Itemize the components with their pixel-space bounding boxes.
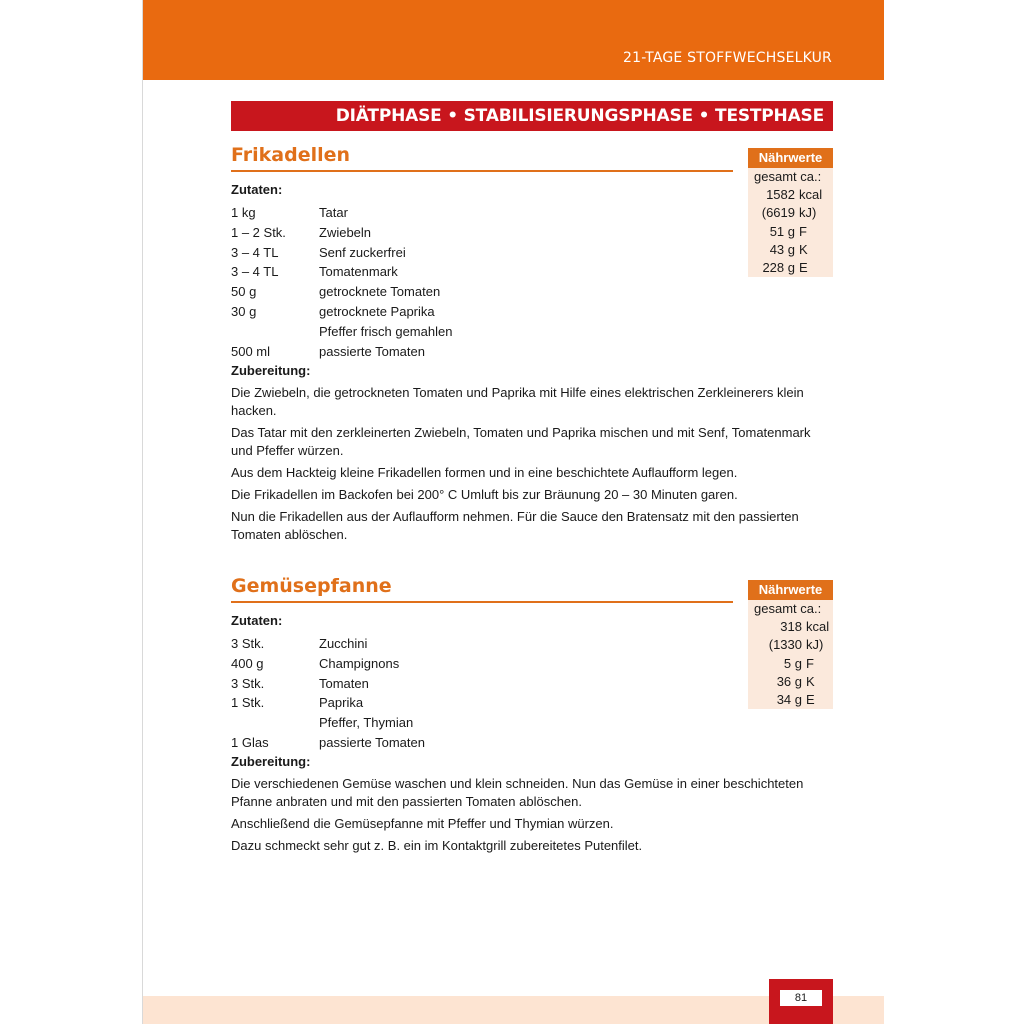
step-text: Das Tatar mit den zerkleinerten Zwiebeln, Tomaten und Paprika mischen und mit Senf, Tomatenmark und Pfeffer würzen. (231, 425, 811, 458)
nutrition-unit: E (799, 259, 808, 275)
running-header: 21-TAGE STOFFWECHSELKUR (623, 50, 832, 66)
ingredient-name: Senf zuckerfrei (319, 244, 406, 260)
nutrition-unit: K (806, 673, 815, 689)
recipe-title: Gemüsepfanne (231, 575, 392, 597)
nutrition-box (748, 580, 833, 709)
ingredient-name: Pfeffer frisch gemahlen (319, 323, 453, 339)
nutrition-value: (1330 (768, 637, 802, 653)
nutrition-value: (6619 (761, 205, 795, 221)
nutrition-value: 228 g (762, 259, 795, 275)
recipe-gemuesepfanne (231, 575, 833, 865)
ingredient-qty: 1 Stk. (231, 695, 265, 711)
ingredient-name: Paprika (319, 695, 364, 711)
preparation-steps (231, 775, 833, 859)
nutrition-unit: kJ) (799, 205, 817, 221)
ingredients-label: Zutaten: (231, 613, 283, 628)
ingredient-name: passierte Tomaten (319, 343, 425, 359)
nutrition-line (748, 691, 833, 709)
step-text: Dazu schmeckt sehr gut z. B. ein im Kontaktgrill zubereitetes Putenfilet. (231, 838, 643, 853)
ingredient-name: Zucchini (319, 636, 368, 651)
step-text: Aus dem Hackteig kleine Frikadellen formen und in eine beschichtete Auflaufform legen. (231, 465, 738, 480)
ingredient-qty: 1 – 2 Stk. (231, 224, 286, 240)
nutrition-line (748, 204, 833, 222)
ingredient-row (231, 713, 425, 733)
ingredient-qty: 50 g (231, 284, 257, 300)
ingredient-name: getrocknete Tomaten (319, 284, 441, 300)
ingredient-name: getrocknete Paprika (319, 303, 435, 319)
ingredient-qty: 400 g (231, 655, 264, 671)
phase-banner: DIÄTPHASE • STABILISIERUNGSPHASE • TESTPHASE (231, 101, 833, 131)
ingredient-name: Champignons (319, 655, 400, 671)
nutrition-value: 5 g (783, 655, 802, 671)
nutrition-unit: E (806, 691, 815, 707)
nutrition-line (748, 655, 833, 673)
nutrition-total-label: gesamt ca.: (754, 169, 822, 184)
ingredient-row (231, 302, 452, 322)
ingredient-row (231, 262, 452, 282)
ingredient-name: Tomatenmark (319, 264, 398, 280)
recipe-frikadellen (231, 144, 833, 554)
preparation-label: Zubereitung: (231, 363, 311, 378)
nutrition-value: 51 g (769, 223, 795, 239)
ingredient-row (231, 634, 425, 654)
step-text: Nun die Frikadellen aus der Auflaufform nehmen. Für die Sauce den Bratensatz mit den passierten Tomaten ablöschen. (231, 509, 799, 542)
nutrition-line (748, 259, 833, 277)
nutrition-value: 34 g (776, 691, 802, 707)
preparation-steps (231, 384, 833, 548)
ingredient-row (231, 223, 452, 243)
nutrition-value: 36 g (776, 673, 802, 689)
ingredient-row (231, 693, 425, 713)
title-rule (231, 170, 733, 172)
nutrition-unit: kcal (806, 619, 830, 635)
nutrition-unit: kJ) (806, 637, 824, 653)
recipe-title: Frikadellen (231, 144, 351, 166)
nutrition-unit: F (799, 223, 807, 239)
ingredients-list (231, 634, 425, 753)
ingredients-label: Zutaten: (231, 182, 283, 197)
ingredient-row (231, 342, 452, 362)
ingredient-name: Zwiebeln (319, 224, 372, 240)
nutrition-value: 43 g (769, 241, 795, 257)
nutrition-heading: Nährwerte (748, 148, 833, 168)
ingredient-row (231, 243, 452, 263)
step-text: Anschließend die Gemüsepfanne mit Pfeffer und Thymian würzen. (231, 816, 614, 831)
nutrition-line (748, 636, 833, 654)
title-rule (231, 601, 733, 603)
nutrition-line (748, 223, 833, 241)
ingredient-qty: 1 kg (231, 205, 256, 220)
ingredient-row (231, 322, 452, 342)
nutrition-line (748, 618, 833, 636)
ingredients-list (231, 203, 452, 361)
nutrition-line (748, 186, 833, 204)
ingredient-name: passierte Tomaten (319, 734, 425, 750)
nutrition-line (748, 673, 833, 691)
page-number-box (769, 979, 833, 1024)
ingredient-name: Tatar (319, 205, 348, 220)
ingredient-qty: 1 Glas (231, 734, 269, 750)
nutrition-heading: Nährwerte (748, 580, 833, 600)
step-text: Die Frikadellen im Backofen bei 200° C Umluft bis zur Bräunung 20 – 30 Minuten garen. (231, 487, 738, 502)
header-band (143, 0, 884, 80)
ingredient-qty: 3 Stk. (231, 636, 265, 651)
ingredient-qty: 500 ml (231, 343, 271, 359)
step-text: Die verschiedenen Gemüse waschen und klein schneiden. Nun das Gemüse in einer beschichteten Pfanne anbraten und mit den passierten Tomaten ablöschen. (231, 776, 804, 809)
ingredient-row (231, 654, 425, 674)
preparation-label: Zubereitung: (231, 754, 311, 769)
ingredient-qty: 30 g (231, 303, 257, 319)
page-number: 81 (780, 990, 822, 1006)
ingredient-row (231, 203, 452, 223)
ingredient-qty: 3 – 4 TL (231, 244, 279, 260)
book-page (142, 0, 883, 1024)
nutrition-box (748, 148, 833, 277)
nutrition-unit: K (799, 241, 808, 257)
ingredient-row (231, 282, 452, 302)
ingredient-row (231, 674, 425, 694)
nutrition-unit: F (806, 655, 814, 671)
nutrition-total-label: gesamt ca.: (754, 601, 822, 616)
ingredient-name: Tomaten (319, 675, 369, 691)
nutrition-line (748, 241, 833, 259)
ingredient-row (231, 733, 425, 753)
nutrition-value: 318 (780, 619, 802, 635)
ingredient-qty: 3 Stk. (231, 675, 265, 691)
nutrition-unit: kcal (799, 187, 823, 203)
step-text: Die Zwiebeln, die getrockneten Tomaten und Paprika mit Hilfe eines elektrischen Zerkleinerers klein hacken. (231, 385, 804, 418)
ingredient-name: Pfeffer, Thymian (319, 715, 414, 731)
nutrition-value: 1582 (766, 187, 795, 203)
ingredient-qty: 3 – 4 TL (231, 264, 279, 280)
